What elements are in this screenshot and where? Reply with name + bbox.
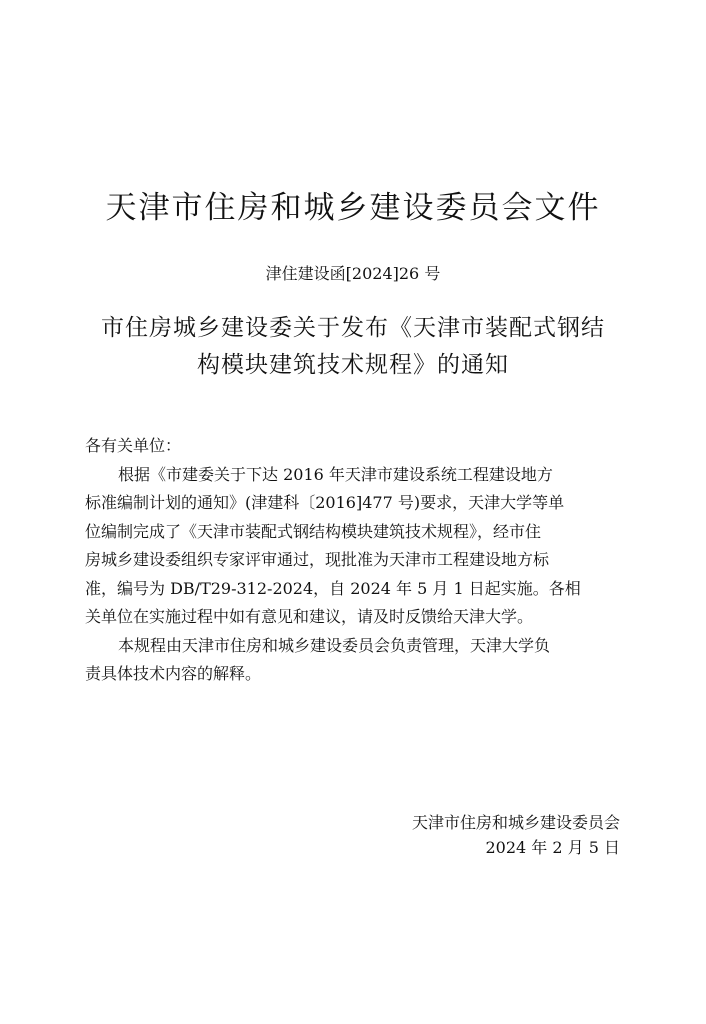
paragraph-line: 根据《市建委关于下达 2016 年天津市建设系统工程建设地方 — [118, 464, 553, 484]
document-number: 津住建设函[2024]26 号 — [265, 264, 441, 283]
paragraph-line: 标准编制计划的通知》(津建科〔2016]477 号)要求，天津大学等单 — [85, 493, 565, 512]
notice-body — [85, 432, 621, 689]
issue-date: 2024 年 2 月 5 日 — [485, 838, 620, 857]
notice-title-line: 市住房城乡建设委关于发布《天津市装配式钢结 — [101, 315, 605, 341]
salutation: 各有关单位： — [85, 436, 182, 455]
body-paragraph-2 — [85, 632, 621, 689]
issuer-name: 天津市住房和城乡建设委员会 — [411, 813, 620, 832]
notice-title-line: 构模块建筑技术规程》的通知 — [197, 352, 509, 378]
notice-title — [80, 310, 626, 384]
paragraph-line: 关单位在实施过程中如有意见和建议，请及时反馈给天津大学。 — [85, 607, 534, 626]
paragraph-line: 位编制完成了《天津市装配式钢结构模块建筑技术规程》，经市住 — [85, 521, 542, 541]
paragraph-line: 责具体技术内容的解释。 — [85, 664, 262, 683]
paragraph-line: 房城乡建设委组织专家评审通过，现批准为天津市工程建设地方标 — [85, 550, 550, 569]
paragraph-line: 本规程由天津市住房和城乡建设委员会负责管理，天津大学负 — [118, 635, 551, 655]
body-paragraph-1 — [85, 461, 621, 632]
signature-block — [412, 810, 620, 860]
paragraph-line: 准，编号为 DB/T29-312-2024，自 2024 年 5 月 1 日起实施。各相 — [85, 578, 581, 598]
document-header-title: 天津市住房和城乡建设委员会文件 — [105, 190, 601, 226]
